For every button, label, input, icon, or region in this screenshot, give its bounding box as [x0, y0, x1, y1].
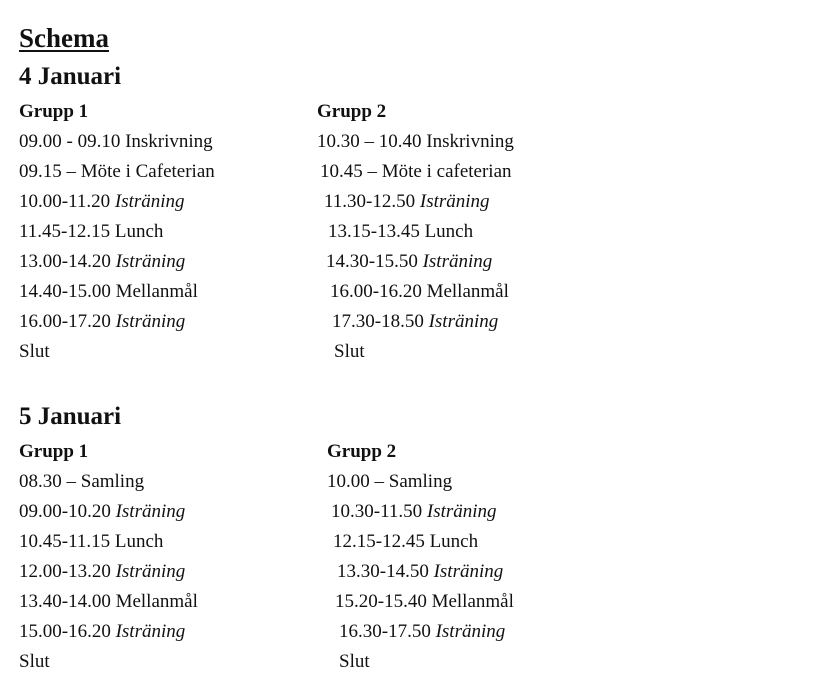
schedule-row [19, 467, 198, 497]
time-range: 16.00-17.20 [19, 311, 111, 332]
activity-label: Lunch [114, 221, 164, 242]
schedule-row [330, 277, 527, 307]
group-heading: Grupp 2 [327, 441, 397, 462]
time-range: 16.30-17.50 [339, 621, 431, 642]
day2-group1-schedule [19, 437, 198, 677]
activity-label: Isträning [426, 501, 497, 522]
schedule-row [335, 587, 514, 617]
time-range: 10.45 – Möte i cafeterian [320, 161, 512, 182]
time-range: 10.30 – 10.40 [317, 131, 422, 152]
activity-label: Isträning [115, 501, 186, 522]
time-range: 17.30-18.50 [332, 311, 424, 332]
schedule-row [19, 157, 215, 187]
schedule-row [320, 157, 517, 187]
group-heading: Grupp 1 [19, 101, 89, 122]
schedule-row [337, 557, 516, 587]
activity-label: Isträning [419, 191, 490, 212]
schedule-row [317, 127, 514, 157]
time-range: Slut [19, 341, 50, 362]
day1-group1-schedule [19, 97, 215, 367]
schedule-row [19, 617, 198, 647]
schedule-row [328, 217, 525, 247]
schedule-row [19, 527, 198, 557]
time-range: Slut [19, 651, 50, 672]
time-range: 16.00-16.20 [330, 281, 422, 302]
time-range: 11.45-12.15 [19, 221, 111, 242]
schedule-row [326, 247, 523, 277]
time-range: 09.15 – Möte i Cafeterian [19, 161, 215, 182]
activity-label: Isträning [433, 561, 504, 582]
schedule-row [19, 337, 215, 367]
activity-label: Lunch [429, 531, 479, 552]
time-range: 10.00 – Samling [327, 471, 453, 492]
activity-label: Inskrivning [426, 131, 514, 152]
activity-label: Mellanmål [115, 281, 198, 302]
activity-label: Isträning [115, 561, 186, 582]
activity-label: Isträning [115, 251, 186, 272]
activity-label: Isträning [428, 311, 499, 332]
time-range: 15.20-15.40 [335, 591, 427, 612]
activity-label: Isträning [422, 251, 493, 272]
time-range: 10.00-11.20 [19, 191, 111, 212]
group-heading: Grupp 2 [317, 101, 387, 122]
time-range: 10.30-11.50 [331, 501, 423, 522]
schedule-row [339, 617, 518, 647]
day1-group2-schedule [317, 97, 514, 367]
activity-label: Mellanmål [115, 591, 198, 612]
activity-label: Isträning [114, 191, 185, 212]
activity-label: Lunch [424, 221, 474, 242]
schedule-row [19, 497, 198, 527]
activity-label: Isträning [435, 621, 506, 642]
schedule-row [327, 467, 506, 497]
schedule-row [19, 307, 215, 337]
schedule-row [19, 127, 215, 157]
schedule-row [332, 307, 529, 337]
time-range: 15.00-16.20 [19, 621, 111, 642]
time-range: 09.00 - 09.10 [19, 131, 121, 152]
time-range: 14.40-15.00 [19, 281, 111, 302]
schedule-row [19, 587, 198, 617]
activity-label: Isträning [115, 311, 186, 332]
schedule-row [333, 527, 512, 557]
time-range: 13.00-14.20 [19, 251, 111, 272]
schedule-row [324, 187, 521, 217]
schedule-row [19, 647, 198, 677]
activity-label: Inskrivning [125, 131, 213, 152]
schedule-row [19, 217, 215, 247]
day2-group2-schedule [327, 437, 514, 677]
time-range: 10.45-11.15 [19, 531, 111, 552]
time-range: 09.00-10.20 [19, 501, 111, 522]
schedule-row [339, 647, 518, 677]
time-range: 13.30-14.50 [337, 561, 429, 582]
time-range: 14.30-15.50 [326, 251, 418, 272]
schedule-row [19, 277, 215, 307]
activity-label: Lunch [114, 531, 164, 552]
schedule-row [19, 187, 215, 217]
group-heading: Grupp 1 [19, 441, 89, 462]
day-heading: 4 Januari [19, 63, 122, 90]
time-range: Slut [339, 651, 370, 672]
time-range: Slut [334, 341, 365, 362]
schedule-row [331, 497, 510, 527]
page-title: Schema [19, 23, 109, 53]
time-range: 11.30-12.50 [324, 191, 416, 212]
schedule-row [334, 337, 531, 367]
activity-label: Mellanmål [426, 281, 509, 302]
time-range: 12.15-12.45 [333, 531, 425, 552]
activity-label: Isträning [115, 621, 186, 642]
time-range: 12.00-13.20 [19, 561, 111, 582]
time-range: 13.15-13.45 [328, 221, 420, 242]
activity-label: Mellanmål [431, 591, 514, 612]
time-range: 08.30 – Samling [19, 471, 145, 492]
schedule-row [19, 247, 215, 277]
day-heading: 5 Januari [19, 403, 122, 430]
time-range: 13.40-14.00 [19, 591, 111, 612]
schedule-row [19, 557, 198, 587]
